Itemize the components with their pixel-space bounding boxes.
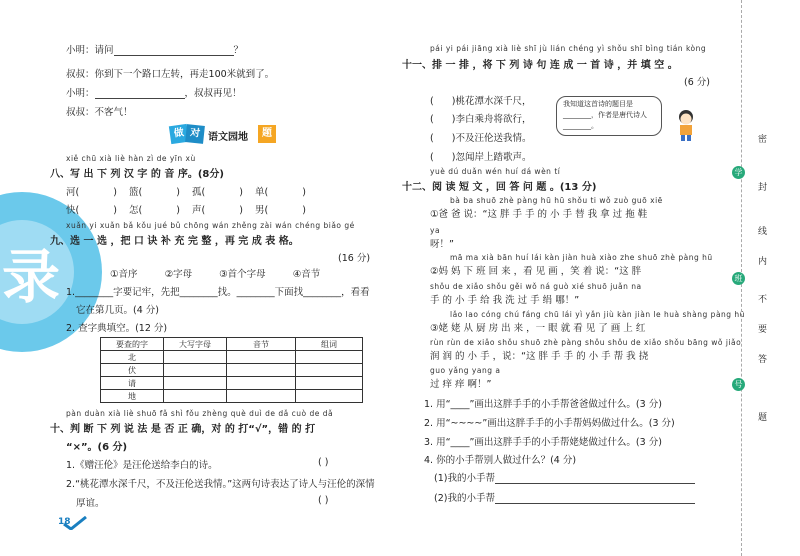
q11-title: 十一、排 一 排 ，将 下 列 诗 句 连 成 一 首 诗 ，并 填 空 。 — [402, 60, 678, 71]
lookup-table — [100, 337, 363, 403]
p3-text-3: 过 痒 痒 啊！” — [430, 379, 492, 390]
q10-paren-2[interactable]: ( ) — [318, 495, 329, 506]
q11-score: (6 分) — [684, 77, 710, 88]
dialog-line-1: 小明：请问 ？ — [66, 45, 244, 56]
table-row: 伏 — [101, 364, 363, 377]
q10-title: 十、判 断 下 列 说 法 是 否 正 确，对 的 打“√”，错 的 打 — [50, 424, 316, 435]
p3-pinyin: lǎo lao cóng chú fáng chū lái yì yǎn jiù kàn jiàn le huà shàng pàng hū — [450, 310, 745, 319]
q12-question-1: 1. 用“____”画出这胖手手的小手帮爸爸做过什么。(3 分) — [424, 399, 662, 410]
q9-item-1b: 它在第几页。(4 分) — [76, 305, 159, 316]
q11-line-3: ( )不及汪伦送我情。 — [430, 133, 532, 144]
speech-bubble: 我知道这首诗的题目是________，作者是唐代诗人________。 — [556, 96, 662, 136]
q12-question-4: 4. 你的小手帮别人做过什么？(4 分) — [424, 455, 577, 466]
dialog-line-2: 叔叔：你到下一个路口左转，再走100米就到了。 — [66, 69, 275, 80]
q9-pinyin: xuǎn yi xuǎn bǎ kǒu jué bǔ chōng wán zhěng zài wán chéng biǎo gé — [66, 221, 355, 230]
q9-score: (16 分) — [338, 253, 371, 264]
q12-pinyin: yuè dú duǎn wén huí dá wèn tí — [430, 167, 561, 176]
q12-title: 十二、阅 读 短 文 ，回 答 问 题 。(13 分) — [402, 182, 597, 193]
p1-pinyin: bà ba shuō zhè pàng hū hū shǒu ti wǒ zuò guō xiē — [450, 196, 663, 205]
table-row: 地 — [101, 390, 363, 403]
p2-pinyin: mā ma xià bān huí lái kàn jiàn huà xiào zhe shuō zhè pàng hū — [450, 253, 713, 262]
p3-text: ③姥 姥 从 厨 房 出 来 ，一 眼 就 看 见 了 画 上 红 — [430, 323, 646, 334]
p2-text: ②妈 妈 下 班 回 来 ，看 见 画 ，笑 着 说：“这 胖 — [430, 266, 642, 277]
table-row: 请 — [101, 377, 363, 390]
q9-item-2: 2. 查字典填空。(12 分) — [66, 323, 168, 334]
q11-line-2: ( )李白乘舟将欲行， — [430, 114, 532, 125]
p3-pinyin-2: rùn rùn de xiǎo shǒu shuō zhè pàng shǒu shǒu de xiǎo shǒu bāng wǒ jiǎo — [430, 338, 742, 347]
q10-item-2b: 厚谊。 — [76, 498, 105, 509]
watermark: 录 — [0, 192, 102, 352]
page-number: 18 — [58, 517, 71, 527]
p1-text: ①爸 爸 说：“这 胖 手 手 的 小 手 替 我 拿 过 拖 鞋 — [430, 209, 648, 220]
p1-text-2: 呀！” — [430, 239, 454, 250]
dialog-line-3: 小明： ，叔叔再见！ — [66, 88, 242, 99]
p3-pinyin-3: guo yǎng yang a — [430, 366, 501, 375]
answer-line-2[interactable]: (2)我的小手帮 — [434, 490, 695, 504]
q10-paren-1[interactable]: ( ) — [318, 457, 329, 468]
q11-line-1: ( )桃花潭水深千尺， — [430, 96, 532, 107]
section-banner: 做 对 语文园地 题 — [170, 124, 280, 146]
child-illustration-icon — [674, 108, 698, 142]
dialog-line-4: 叔叔：不客气！ — [66, 107, 133, 118]
p3-text-2: 润 润 的 小 手 ，说：“这 胖 手 手 的 小 手 帮 我 挠 — [430, 351, 649, 362]
q9-item-1a: 1.________字要记牢，先把________找。________下面找________，看看 — [66, 287, 370, 298]
q8-pinyin: xiě chū xià liè hàn zì de yīn xù — [66, 154, 196, 163]
q11-line-4: ( )忽闻岸上踏歌声。 — [430, 152, 532, 163]
q9-title: 九、选 一 选 ，把 口 诀 补 充 完 整 ，再 完 成 表 格。 — [50, 236, 299, 247]
answer-line-1[interactable]: (1)我的小手帮 — [434, 470, 695, 484]
q10-item-1: 1.《赠汪伦》是汪伦送给李白的诗。 — [66, 460, 218, 471]
q12-question-2: 2. 用“~~~~”画出这胖手手的小手帮妈妈做过什么。(3 分) — [424, 418, 675, 429]
p2-text-2: 手 的 小 手 给 我 洗 过 手 绢 哪！” — [430, 295, 580, 306]
p1-pinyin-2: ya — [430, 226, 441, 235]
p2-pinyin-2: shǒu de xiǎo shǒu gěi wǒ ná guò xié shuō juǎn na — [430, 282, 642, 291]
table-row: 北 — [101, 351, 363, 364]
q12-question-3: 3. 用“____”画出这胖手手的小手帮姥姥做过什么。(3 分) — [424, 437, 662, 448]
q10-item-2: 2.“桃花潭水深千尺，不及汪伦送我情。”这两句诗表达了诗人与汪伦的深情 — [66, 479, 375, 490]
q11-pinyin: pái yi pái jiāng xià liè shī jù lián chéng yì shǒu shī bìng tián kòng — [430, 44, 707, 53]
q8-row-1: 河( ) 篮( ) 孤( ) 单( ) — [66, 187, 306, 198]
q8-row-2: 快( ) 怎( ) 声( ) 男( ) — [66, 205, 306, 216]
q10-title-cont: “×”。(6 分) — [66, 442, 128, 453]
q9-options: ①音序 ②字母 ③首个字母 ④音节 — [110, 269, 321, 280]
table-header-row: 要查的字 大写字母 音节 组词 — [101, 338, 363, 351]
q8-title: 八、写 出 下 列 汉 字 的 音 序。(8分) — [50, 169, 224, 180]
q10-pinyin: pàn duàn xià liè shuō fǎ shì fǒu zhèng què duì de dǎ cuò de dǎ — [66, 409, 334, 418]
seal-strip: 学 班 号 密 封 线 内 不 要 答 题 — [727, 0, 800, 556]
